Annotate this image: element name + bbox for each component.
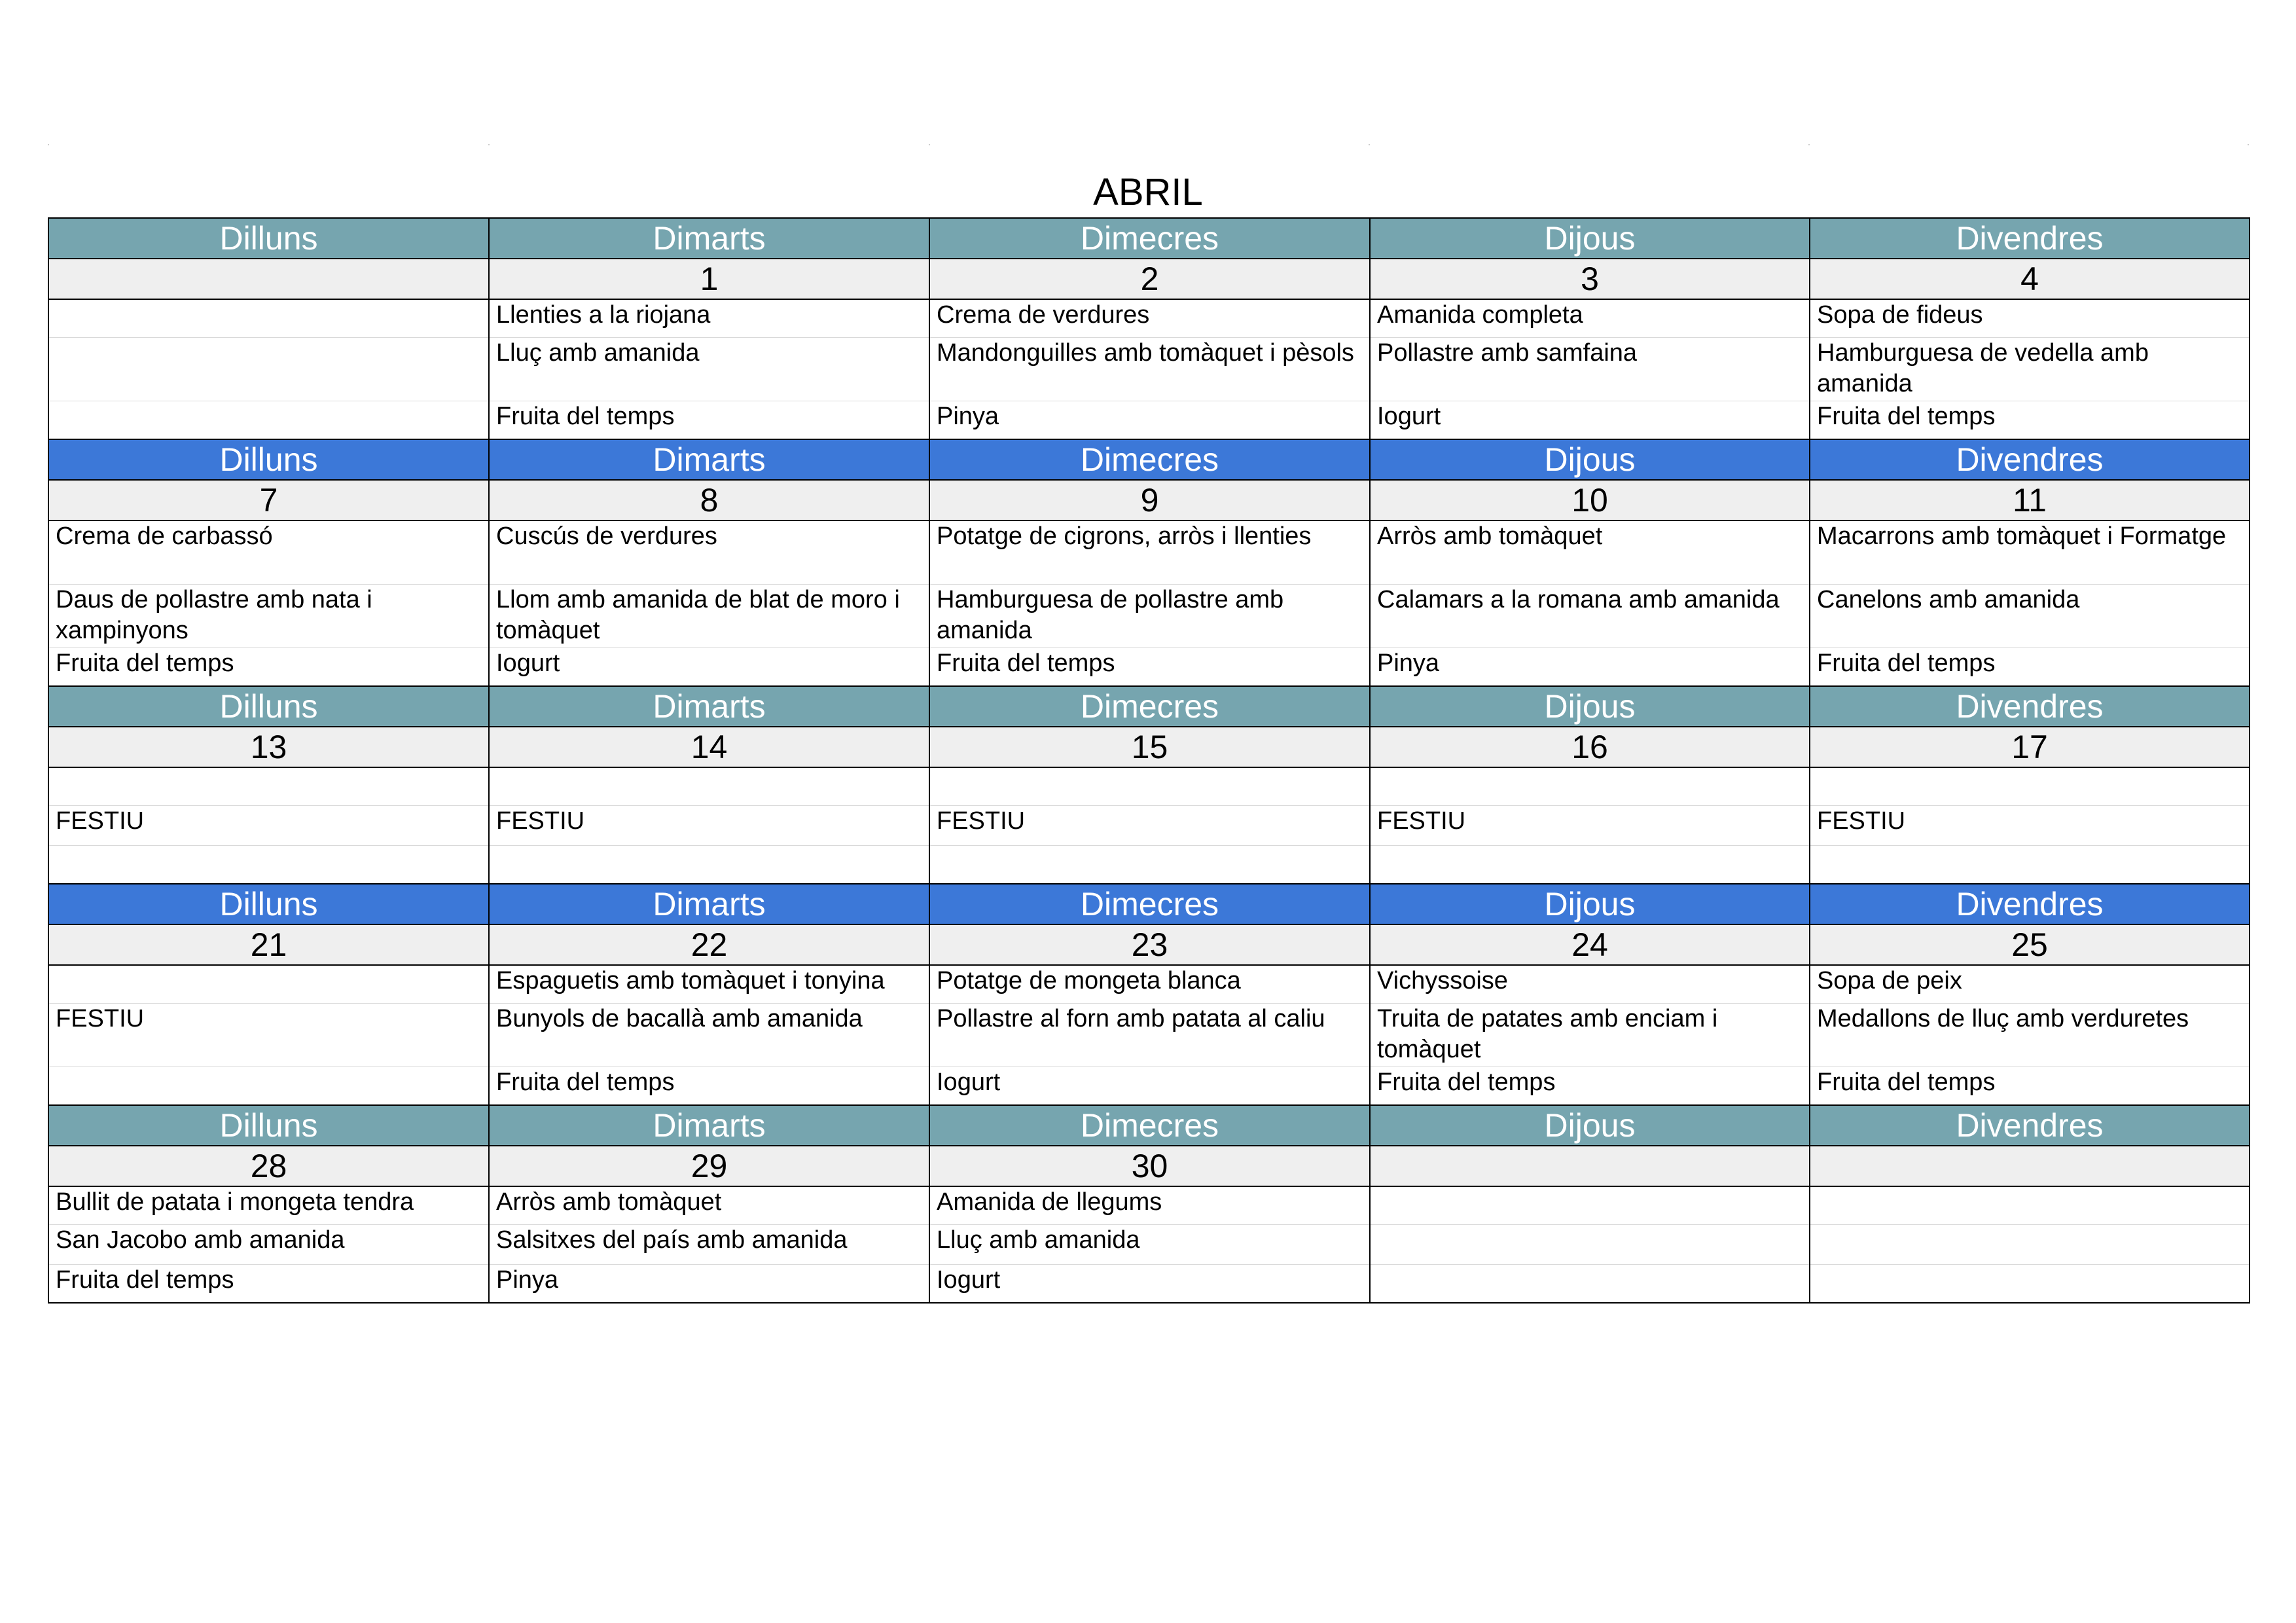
second-course-cell <box>1370 1225 1810 1265</box>
date-cell <box>1810 1146 2250 1186</box>
second-course-cell: Salsitxes del país amb amanida <box>489 1225 929 1265</box>
dessert-cell <box>489 846 929 884</box>
date-cell: 7 <box>48 480 489 520</box>
dessert-cell: Fruita del temps <box>48 648 489 687</box>
first-course-cell: Potatge de cigrons, arròs i llenties <box>929 520 1370 585</box>
dessert-cell <box>48 846 489 884</box>
date-row <box>48 924 2250 965</box>
weekday-header: Dilluns <box>48 218 489 259</box>
first-course-cell <box>48 965 489 1004</box>
second-course-row <box>48 338 2250 401</box>
date-cell: 24 <box>1370 924 1810 965</box>
holiday-cell: FESTIU <box>48 806 489 846</box>
weekday-header: Dijous <box>1370 218 1810 259</box>
date-cell: 22 <box>489 924 929 965</box>
date-cell: 29 <box>489 1146 929 1186</box>
date-cell: 9 <box>929 480 1370 520</box>
dessert-cell: Fruita del temps <box>1370 1067 1810 1106</box>
date-cell: 14 <box>489 727 929 767</box>
holiday-cell: FESTIU <box>489 806 929 846</box>
weekday-header: Divendres <box>1810 686 2250 727</box>
second-course-cell <box>48 338 489 401</box>
date-cell: 25 <box>1810 924 2250 965</box>
first-course-cell: Sopa de fideus <box>1810 299 2250 338</box>
date-row <box>48 480 2250 520</box>
first-course-cell <box>48 767 489 806</box>
weekday-header: Dimarts <box>489 686 929 727</box>
date-cell: 13 <box>48 727 489 767</box>
first-course-cell: Potatge de mongeta blanca <box>929 965 1370 1004</box>
second-course-cell: Mandonguilles amb tomàquet i pèsols <box>929 338 1370 401</box>
second-course-cell: FESTIU <box>48 1004 489 1067</box>
first-course-cell: Macarrons amb tomàquet i Formatge <box>1810 520 2250 585</box>
weekday-header: Dimecres <box>929 686 1370 727</box>
first-course-cell: Llenties a la riojana <box>489 299 929 338</box>
first-course-row <box>48 520 2250 585</box>
dessert-cell: Iogurt <box>1370 401 1810 440</box>
first-course-row <box>48 1186 2250 1225</box>
weekday-header: Dimarts <box>489 884 929 924</box>
weekday-header-row <box>48 884 2250 924</box>
dessert-cell <box>1810 846 2250 884</box>
weekday-header: Dijous <box>1370 439 1810 480</box>
dessert-cell <box>48 1067 489 1106</box>
date-cell: 3 <box>1370 259 1810 299</box>
weekday-header: Dimarts <box>489 218 929 259</box>
weekday-header: Divendres <box>1810 1105 2250 1146</box>
grid-edge-marks <box>48 144 2249 147</box>
dessert-cell: Pinya <box>929 401 1370 440</box>
second-course-cell: Lluç amb amanida <box>489 338 929 401</box>
second-course-row <box>48 806 2250 846</box>
date-cell: 8 <box>489 480 929 520</box>
first-course-cell: Cuscús de verdures <box>489 520 929 585</box>
second-course-row <box>48 1004 2250 1067</box>
first-course-cell <box>489 767 929 806</box>
first-course-cell <box>929 767 1370 806</box>
dessert-cell <box>929 846 1370 884</box>
month-title: ABRIL <box>1093 171 1203 213</box>
date-cell <box>1370 1146 1810 1186</box>
dessert-cell: Fruita del temps <box>489 1067 929 1106</box>
second-course-cell: Pollastre al forn amb patata al caliu <box>929 1004 1370 1067</box>
second-course-cell: Truita de patates amb enciam i tomàquet <box>1370 1004 1810 1067</box>
first-course-cell: Amanida completa <box>1370 299 1810 338</box>
date-cell: 23 <box>929 924 1370 965</box>
weekday-header: Dijous <box>1370 1105 1810 1146</box>
dessert-row <box>48 648 2250 687</box>
first-course-cell: Crema de carbassó <box>48 520 489 585</box>
dessert-cell: Fruita del temps <box>1810 1067 2250 1106</box>
weekday-header: Dijous <box>1370 686 1810 727</box>
weekday-header-row <box>48 686 2250 727</box>
dessert-cell <box>48 401 489 440</box>
weekday-header: Divendres <box>1810 439 2250 480</box>
weekday-header: Dilluns <box>48 686 489 727</box>
first-course-cell <box>48 299 489 338</box>
first-course-cell <box>1810 767 2250 806</box>
date-row <box>48 259 2250 299</box>
dessert-cell: Fruita del temps <box>1810 648 2250 687</box>
first-course-cell: Espaguetis amb tomàquet i tonyina <box>489 965 929 1004</box>
first-course-row <box>48 299 2250 338</box>
dessert-cell <box>1370 846 1810 884</box>
date-cell: 2 <box>929 259 1370 299</box>
dessert-cell: Iogurt <box>929 1067 1370 1106</box>
date-row <box>48 727 2250 767</box>
weekday-header: Divendres <box>1810 218 2250 259</box>
dessert-cell: Fruita del temps <box>929 648 1370 687</box>
weekday-header-row <box>48 1105 2250 1146</box>
date-cell: 4 <box>1810 259 2250 299</box>
date-cell: 1 <box>489 259 929 299</box>
dessert-cell <box>1370 1265 1810 1304</box>
weekday-header: Dilluns <box>48 1105 489 1146</box>
second-course-cell: Pollastre amb samfaina <box>1370 338 1810 401</box>
second-course-cell: Medallons de lluç amb verduretes <box>1810 1004 2250 1067</box>
first-course-cell: Crema de verdures <box>929 299 1370 338</box>
second-course-cell <box>1810 1225 2250 1265</box>
dessert-row <box>48 401 2250 440</box>
weekday-header: Divendres <box>1810 884 2250 924</box>
second-course-cell: Calamars a la romana amb amanida <box>1370 585 1810 648</box>
weekday-header: Dimecres <box>929 1105 1370 1146</box>
first-course-cell: Arròs amb tomàquet <box>1370 520 1810 585</box>
weekday-header: Dilluns <box>48 439 489 480</box>
dessert-row <box>48 846 2250 884</box>
weekday-header: Dimarts <box>489 1105 929 1146</box>
first-course-cell <box>1370 767 1810 806</box>
second-course-cell: Hamburguesa de pollastre amb amanida <box>929 585 1370 648</box>
weekday-header: Dimecres <box>929 439 1370 480</box>
second-course-row <box>48 585 2250 648</box>
second-course-cell: Lluç amb amanida <box>929 1225 1370 1265</box>
dessert-cell: Pinya <box>1370 648 1810 687</box>
first-course-cell: Amanida de llegums <box>929 1186 1370 1225</box>
date-cell: 21 <box>48 924 489 965</box>
weekday-header: Dilluns <box>48 884 489 924</box>
first-course-cell: Sopa de peix <box>1810 965 2250 1004</box>
date-cell <box>48 259 489 299</box>
dessert-cell: Iogurt <box>489 648 929 687</box>
first-course-cell: Arròs amb tomàquet <box>489 1186 929 1225</box>
first-course-cell: Vichyssoise <box>1370 965 1810 1004</box>
dessert-cell: Fruita del temps <box>1810 401 2250 440</box>
holiday-cell: FESTIU <box>929 806 1370 846</box>
first-course-cell <box>1370 1186 1810 1225</box>
first-course-cell: Bullit de patata i mongeta tendra <box>48 1186 489 1225</box>
weekday-header: Dimecres <box>929 218 1370 259</box>
second-course-cell: Canelons amb amanida <box>1810 585 2250 648</box>
dessert-cell: Fruita del temps <box>48 1265 489 1304</box>
dessert-cell: Iogurt <box>929 1265 1370 1304</box>
date-cell: 28 <box>48 1146 489 1186</box>
second-course-row <box>48 1225 2250 1265</box>
second-course-cell: Bunyols de bacallà amb amanida <box>489 1004 929 1067</box>
weekday-header: Dijous <box>1370 884 1810 924</box>
first-course-cell <box>1810 1186 2250 1225</box>
date-cell: 30 <box>929 1146 1370 1186</box>
lunch-menu-calendar <box>48 217 2250 1304</box>
dessert-cell <box>1810 1265 2250 1304</box>
date-cell: 16 <box>1370 727 1810 767</box>
first-course-row <box>48 965 2250 1004</box>
weekday-header: Dimarts <box>489 439 929 480</box>
date-cell: 10 <box>1370 480 1810 520</box>
dessert-cell: Fruita del temps <box>489 401 929 440</box>
date-cell: 11 <box>1810 480 2250 520</box>
dessert-cell: Pinya <box>489 1265 929 1304</box>
second-course-cell: Daus de pollastre amb nata i xampinyons <box>48 585 489 648</box>
weekday-header: Dimecres <box>929 884 1370 924</box>
second-course-cell: San Jacobo amb amanida <box>48 1225 489 1265</box>
weekday-header-row <box>48 218 2250 259</box>
second-course-cell: Hamburguesa de vedella amb amanida <box>1810 338 2250 401</box>
weekday-header-row <box>48 439 2250 480</box>
dessert-row <box>48 1265 2250 1304</box>
holiday-cell: FESTIU <box>1810 806 2250 846</box>
second-course-cell: Llom amb amanida de blat de moro i tomàquet <box>489 585 929 648</box>
date-row <box>48 1146 2250 1186</box>
date-cell: 17 <box>1810 727 2250 767</box>
dessert-row <box>48 1067 2250 1106</box>
first-course-row <box>48 767 2250 806</box>
date-cell: 15 <box>929 727 1370 767</box>
holiday-cell: FESTIU <box>1370 806 1810 846</box>
